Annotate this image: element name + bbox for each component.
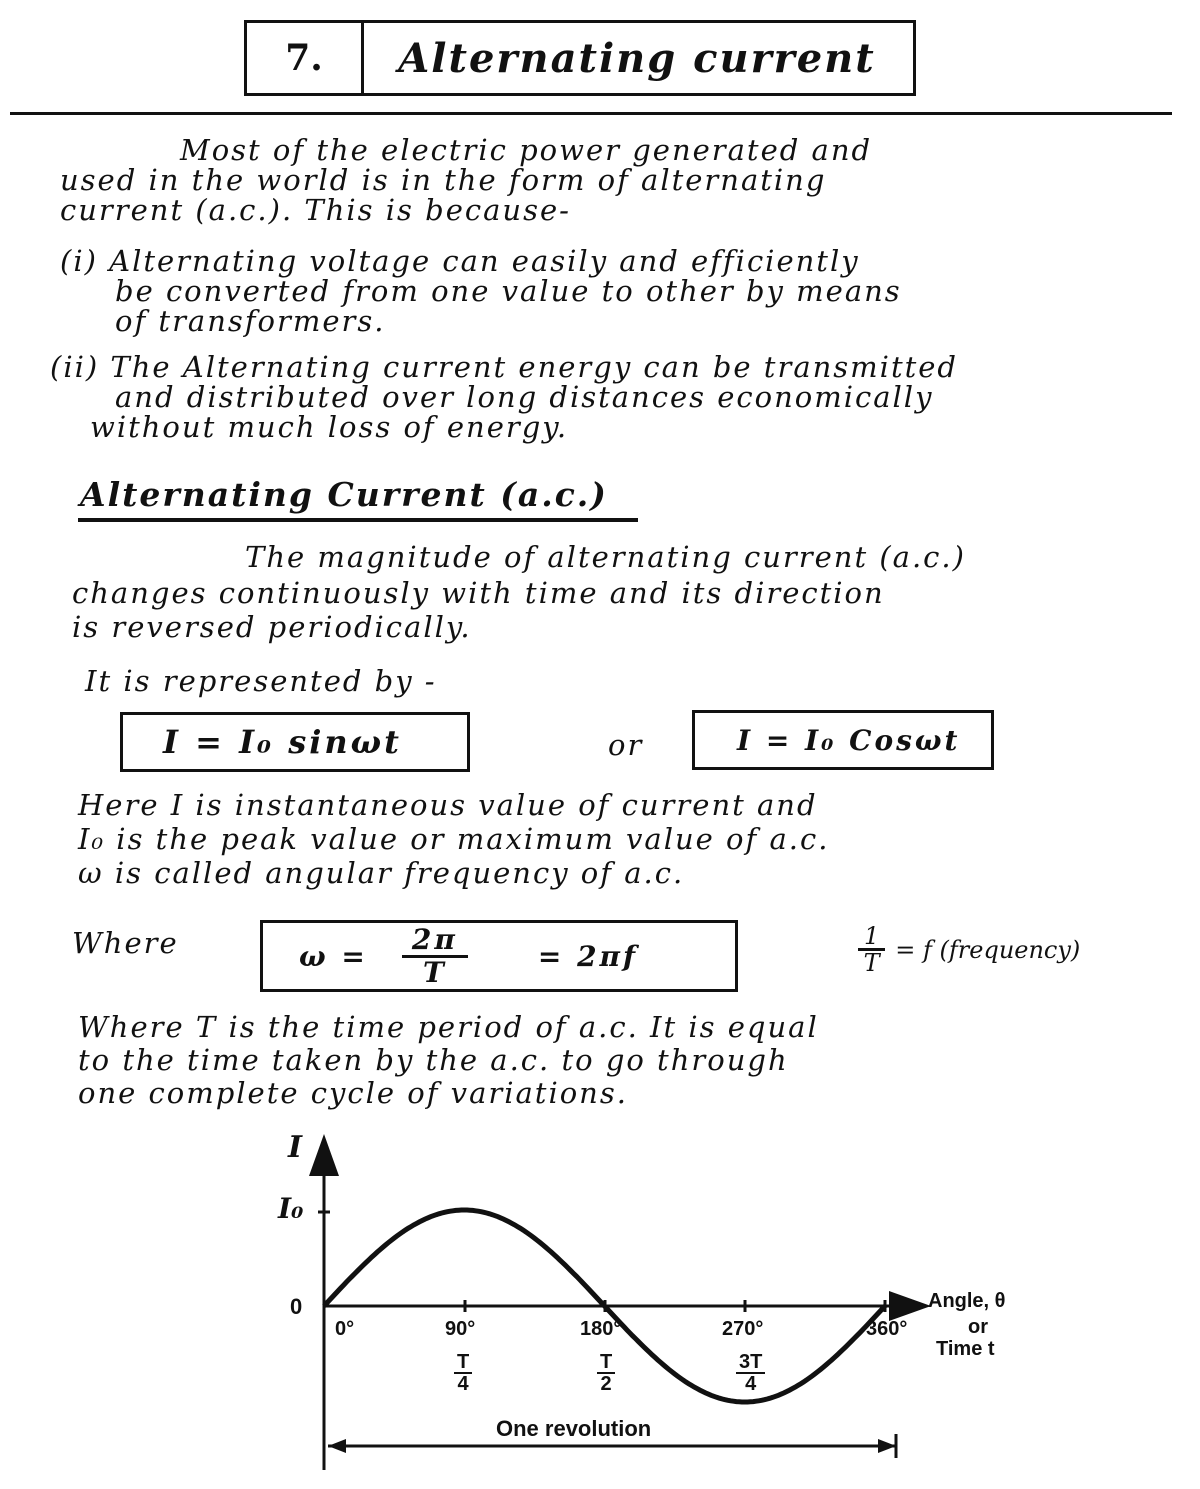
tick-label-360: 360° [866,1318,908,1340]
period-line-1: Where T is the time period of a.c. It is equal [78,1010,819,1044]
explanation-line-3: ω is called angular frequency of a.c. [78,856,685,890]
or-label: or [608,728,644,762]
period-line-3: one complete cycle of variations. [78,1076,628,1110]
origin-label: 0 [290,1294,303,1319]
x-axis-label-time: Time t [936,1338,995,1360]
time-label-quarter [454,1352,472,1394]
time-label-half [597,1352,615,1394]
reason-1-line-1: (i) Alternating voltage can easily and efficiently [60,244,860,278]
intro-line-2: used in the world is in the form of alternating [60,163,827,197]
x-axis-label-or: or [968,1316,988,1338]
omega-rhs: = 2πf [537,939,639,973]
reason-1-line-2: be converted from one value to other by means [115,274,902,308]
frequency-rhs: = f (frequency) [895,935,1081,964]
represented-by-text: It is represented by - [85,664,437,698]
frequency-numerator: 1 [858,924,885,951]
omega-fraction-denominator: T [422,955,447,989]
explanation-line-1: Here I is instantaneous value of current and [78,788,818,822]
revolution-arrow-left-head [328,1439,346,1453]
chapter-number: 7. [247,23,364,93]
revolution-arrow-right-head [878,1439,896,1453]
reason-2-line-2: and distributed over long distances economically [115,380,934,414]
time-label-three-quarter-num: 3T [736,1352,765,1374]
reason-2-line-1: (ii) The Alternating current energy can be transmitted [50,350,958,384]
formula-cos: I = I₀ Cosωt [737,723,961,757]
peak-label: I₀ [278,1192,304,1225]
revolution-label: One revolution [496,1416,652,1441]
reason-1-line-3: of transformers. [115,304,386,338]
definition-line-2: changes continuously with time and its direction [72,576,885,610]
time-label-half-den: 2 [600,1373,612,1395]
tick-label-0: 0° [335,1318,355,1340]
chapter-title: Alternating current [398,34,876,82]
omega-fraction-numerator: 2π [402,925,468,958]
time-label-three-quarter-den: 4 [745,1373,757,1395]
tick-label-180: 180° [580,1318,622,1340]
time-label-three-quarter [736,1352,765,1394]
intro-line-1: Most of the electric power generated and [180,133,873,167]
section-heading: Alternating Current (a.c.) [80,475,608,514]
x-axis-label-angle: Angle, θ [928,1290,1006,1312]
tick-label-270: 270° [722,1318,764,1340]
time-label-half-num: T [597,1352,615,1374]
definition-line-3: is reversed periodically. [72,610,472,644]
tick-label-90: 90° [445,1318,476,1340]
formula-sin: I = I₀ sinωt [163,723,402,761]
frequency-denominator: T [863,949,880,977]
where-label: Where [72,926,179,960]
intro-line-3: current (a.c.). This is because- [60,193,571,227]
y-axis-label: I [288,1130,303,1165]
reason-2-line-3: without much loss of energy. [90,410,569,444]
time-label-quarter-den: 4 [457,1373,469,1395]
omega-lhs: ω = [299,939,368,973]
explanation-line-2: I₀ is the peak value or maximum value of a.c. [78,822,830,856]
period-line-2: to the time taken by the a.c. to go through [78,1043,789,1077]
time-label-quarter-num: T [454,1352,472,1374]
definition-line-1: The magnitude of alternating current (a.c.) [245,540,966,574]
